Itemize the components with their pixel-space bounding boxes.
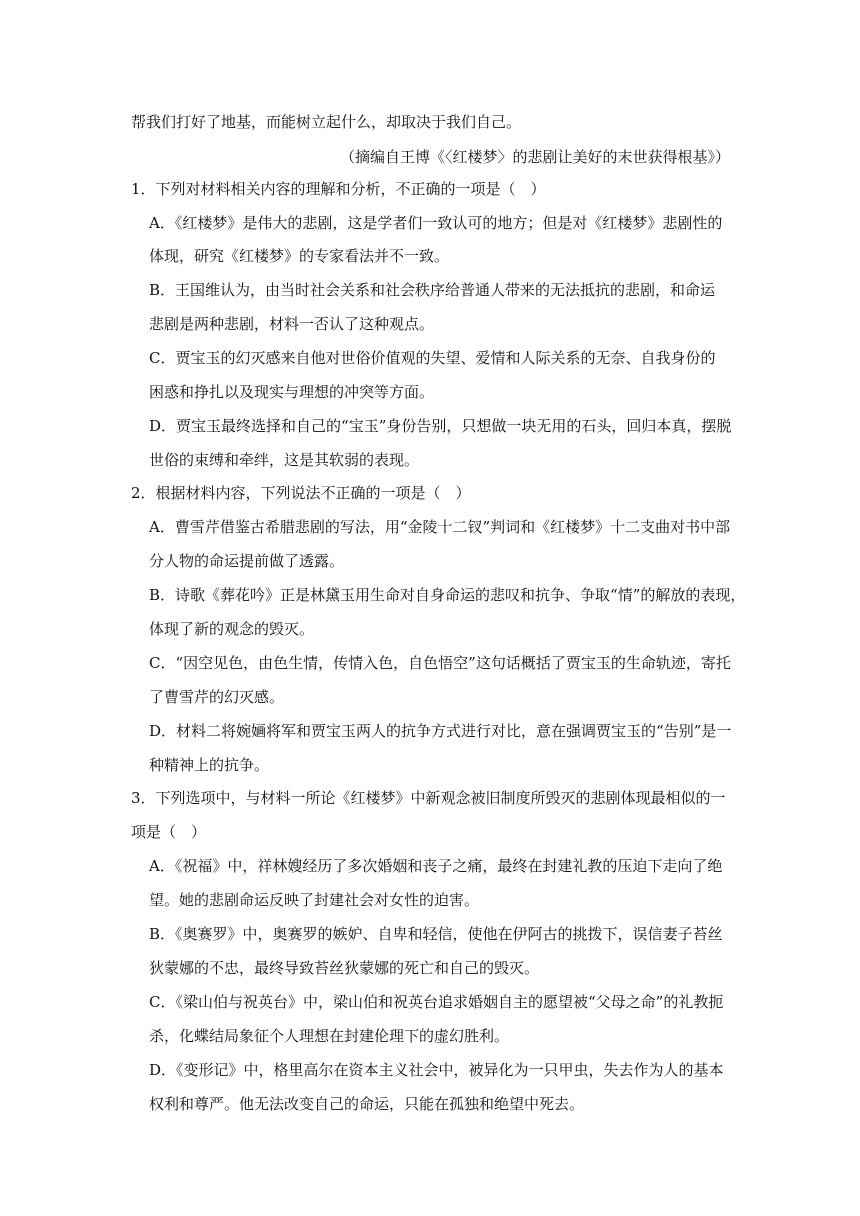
option-d-line-2: 种精神上的抗争。 bbox=[149, 756, 270, 774]
option-c-line-1: C．“因空见色，由色生情，传情入色，自色悟空”这句话概括了贾宝玉的生命轨迹，寄托 bbox=[149, 654, 731, 672]
option-d-line-1: D．材料二将婉婳将军和贾宝玉两人的抗争方式进行对比，意在强调贾宝玉的“告别”是一 bbox=[149, 722, 732, 740]
option-a-line-2: 分人物的命运提前做了透露。 bbox=[149, 552, 345, 570]
option-b-line-1: B．王国维认为，由当时社会关系和社会秩序给普通人带来的无法抵抗的悲剧，和命运 bbox=[149, 281, 716, 299]
option-a-line-1: A．《祝福》中，祥林嫂经历了多次婚姻和丧子之痛，最终在封建礼教的压迫下走向了绝 bbox=[149, 857, 723, 875]
option-c-line-1: C．贾宝玉的幻灭感来自他对世俗价值观的失望、爱情和人际关系的无奈、自我身份的 bbox=[149, 349, 716, 367]
question-stem-line-2: 项是（ ） bbox=[131, 823, 207, 841]
option-a-line-2: 望。她的悲剧命运反映了封建社会对女性的迫害。 bbox=[149, 891, 480, 909]
option-a-line-1: A．曹雪芹借鉴古希腊悲剧的写法，用“金陵十二钗”判词和《红楼梦》十二支曲对书中部 bbox=[149, 518, 731, 536]
option-b-line-1: B．诗歌《葬花吟》正是林黛玉用生命对自身命运的悲叹和抗争、争取“情”的解放的表现， bbox=[149, 586, 746, 604]
option-c-line-2: 杀，化蝶结局象征个人理想在封建伦理下的虚幻胜利。 bbox=[149, 1027, 510, 1045]
question-stem: 2．根据材料内容，下列说法不正确的一项是（ ） bbox=[131, 484, 471, 502]
option-d-line-2: 权利和尊严。他无法改变自己的命运，只能在孤独和绝望中死去。 bbox=[149, 1095, 585, 1113]
option-b-line-2: 狄蒙娜的不忠，最终导致苔丝狄蒙娜的死亡和自己的毁灭。 bbox=[149, 959, 540, 977]
question-stem-line-1: 3．下列选项中，与材料一所论《红楼梦》中新观念被旧制度所毁灭的悲剧体现最相似的一 bbox=[131, 789, 726, 807]
option-a-line-2: 体现，研究《红楼梦》的专家看法并不一致。 bbox=[149, 247, 450, 265]
option-c-line-2: 了曹雪芹的幻灭感。 bbox=[149, 688, 285, 706]
option-b-line-2: 悲剧是两种悲剧，材料一否认了这种观点。 bbox=[149, 315, 435, 333]
option-c-line-1: C．《梁山伯与祝英台》中，梁山伯和祝英台追求婚姻自主的愿望被“父母之命”的礼教扼 bbox=[149, 993, 724, 1011]
option-d-line-1: D．《变形记》中，格里高尔在资本主义社会中，被异化为一只甲虫，失去作为人的基本 bbox=[149, 1061, 724, 1079]
question-stem: 1．下列对材料相关内容的理解和分析，不正确的一项是（ ） bbox=[131, 180, 546, 198]
option-d-line-1: D．贾宝玉最终选择和自己的“宝玉”身份告别，只想做一块无用的石头，回归本真，摆脱 bbox=[149, 417, 732, 435]
option-a-line-1: A．《红楼梦》是伟大的悲剧，这是学者们一致认可的地方；但是对《红楼梦》悲剧性的 bbox=[149, 214, 723, 232]
passage-ending-line: 帮我们打好了地基，而能树立起什么，却取决于我们自己。 bbox=[131, 113, 522, 131]
passage-source: （摘编自王博《〈红楼梦〉的悲剧让美好的末世获得根基》） bbox=[340, 148, 731, 166]
option-c-line-2: 困惑和挣扎以及现实与理想的冲突等方面。 bbox=[149, 383, 435, 401]
option-d-line-2: 世俗的束缚和牵绊，这是其软弱的表现。 bbox=[149, 451, 420, 469]
option-b-line-1: B．《奥赛罗》中，奥赛罗的嫉妒、自卑和轻信，使他在伊阿古的挑拨下，误信妻子苔丝 bbox=[149, 925, 723, 943]
option-b-line-2: 体现了新的观念的毁灭。 bbox=[149, 620, 315, 638]
